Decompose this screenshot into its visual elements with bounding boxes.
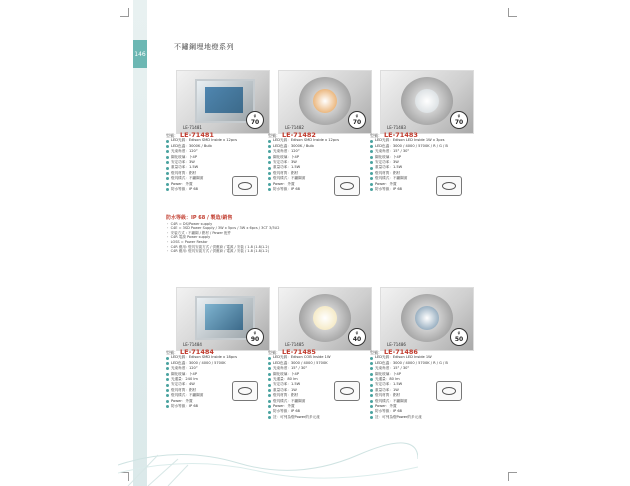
spec-text: Power：外置 xyxy=(375,404,397,409)
cutout-size-badge xyxy=(450,111,468,129)
spec-text: 燈具材質：鋁材 xyxy=(171,387,197,392)
notes-lines xyxy=(166,222,366,254)
image-model-label: LE-71481 xyxy=(183,125,202,130)
bullet-icon xyxy=(370,357,373,360)
spec-text: 註：可列為燈Power的多元產 xyxy=(273,414,320,419)
badge-symbol: φ xyxy=(457,330,461,335)
crop-mark xyxy=(120,8,129,17)
bullet-icon xyxy=(166,405,169,408)
image-model-label: LE-71482 xyxy=(285,125,304,130)
spec-text: 光束角度：15° / 30° xyxy=(375,149,410,154)
spec-text: LED光源：Edison SMD Inside x 18pcs xyxy=(171,355,237,360)
model-prefix: 型號： xyxy=(166,350,178,355)
bullet-icon xyxy=(370,150,373,153)
bullet-icon xyxy=(166,400,169,403)
bullet-icon xyxy=(370,140,373,143)
bullet-icon xyxy=(166,167,169,170)
spec-text: LED光源：Edison LED Inside 1W x 3pcs xyxy=(375,138,445,143)
spec-text: 光束角度：120° xyxy=(273,149,300,154)
bullet-icon xyxy=(370,156,373,159)
spec-text: 燈具材質：鋁材 xyxy=(375,170,401,175)
bullet-icon xyxy=(370,188,373,191)
spec-line xyxy=(166,404,262,409)
left-color-strip xyxy=(133,0,147,486)
spec-text: 防水等級：IP 68 xyxy=(171,187,198,192)
spec-text: 光通量：240 lm xyxy=(171,377,198,382)
bullet-icon xyxy=(268,384,271,387)
dimension-diagram-icon xyxy=(436,176,462,196)
spec-text: LED光源：Edison SMD Inside x 12pcs xyxy=(273,138,339,143)
note-line: ・ C4R 電源 Power supply xyxy=(166,235,211,240)
product-image xyxy=(380,287,474,351)
spec-text: 重量功率：1.5W xyxy=(273,165,301,170)
note-line: ・ 安裝方式 : 不鏽鋼 / 鋁材 / Power 配件 xyxy=(166,230,232,235)
spec-text: LED光源：Edison SMD Inside x 12pcs xyxy=(171,138,237,143)
crop-mark xyxy=(508,472,517,481)
product-image xyxy=(278,70,372,134)
bullet-icon xyxy=(268,167,271,170)
product-image xyxy=(176,70,270,134)
bullet-icon xyxy=(268,378,271,381)
cutout-size-badge xyxy=(246,328,264,346)
product-image xyxy=(176,287,270,351)
bullet-icon xyxy=(166,156,169,159)
spec-text: 重量功率：1.5W xyxy=(375,165,403,170)
spec-text: LED色溫：3000 / 4000 / 5700K / R / G / B xyxy=(375,360,448,365)
bullet-icon xyxy=(268,145,271,148)
bullet-icon xyxy=(370,389,373,392)
spec-text: Power：外置 xyxy=(171,181,193,186)
bullet-icon xyxy=(370,145,373,148)
page-title: 不鏽鋼埋地燈系列 xyxy=(174,43,234,51)
model-prefix: 型號： xyxy=(166,133,178,138)
spec-text: 燈具樣式：不鏽鋼面 xyxy=(273,398,306,403)
bullet-icon xyxy=(370,400,373,403)
lens-icon xyxy=(313,306,337,330)
note-line: ・ C4R 應用: 燈具安裝方式 / 供應商 / 電源 / 安裝 / 1.8 (1.8/1.2) xyxy=(166,244,269,249)
bullet-icon xyxy=(268,188,271,191)
spec-text: 防水等級：IP 68 xyxy=(273,409,300,414)
bullet-icon xyxy=(166,188,169,191)
bullet-icon xyxy=(166,384,169,387)
spec-text: 安定功率：3W xyxy=(375,160,399,165)
bullet-icon xyxy=(166,140,169,143)
cutout-size-badge xyxy=(246,111,264,129)
spec-text: 燈具材質：鋁材 xyxy=(273,393,299,398)
bullet-icon xyxy=(166,389,169,392)
bullet-icon xyxy=(166,373,169,376)
round-fixture-icon xyxy=(299,77,351,125)
bullet-icon xyxy=(268,156,271,159)
lens-icon xyxy=(313,89,337,113)
dimension-diagram-icon xyxy=(232,381,258,401)
spec-text: LED光源：Edison COB Inside 1W xyxy=(273,355,331,360)
bullet-icon xyxy=(370,362,373,365)
bullet-icon xyxy=(268,183,271,186)
bullet-icon xyxy=(370,367,373,370)
bullet-icon xyxy=(268,357,271,360)
badge-symbol: φ xyxy=(253,330,257,335)
cutout-size-badge xyxy=(450,328,468,346)
spec-text: 安定功率：3W xyxy=(171,160,195,165)
bullet-icon xyxy=(370,394,373,397)
badge-symbol: φ xyxy=(253,113,257,118)
product-image xyxy=(278,287,372,351)
bullet-icon xyxy=(268,172,271,175)
note-line: ・ C4E = 3SD Power Supply / 3W x 5pcs / 3W x 6pcs / 3CT 3/3U2 xyxy=(166,226,280,231)
bullet-icon xyxy=(370,373,373,376)
spec-text: LED色溫：3000 / 4000 / 5700K xyxy=(273,360,328,365)
bullet-icon xyxy=(166,362,169,365)
bullet-icon xyxy=(268,367,271,370)
bullet-icon xyxy=(268,394,271,397)
model-number: LE-71485 xyxy=(282,348,316,356)
lens-icon xyxy=(205,304,243,330)
bullet-icon xyxy=(268,405,271,408)
spec-text: 防水等級：IP 68 xyxy=(375,187,402,192)
bullet-icon xyxy=(166,172,169,175)
spec-text: 燈具樣式：不鏽鋼面 xyxy=(375,398,408,403)
spec-text: 燈具材質：鋁材 xyxy=(273,170,299,175)
spec-text: 防水等級：IP 68 xyxy=(171,404,198,409)
badge-value: 70 xyxy=(454,119,464,126)
spec-text: Power：外置 xyxy=(375,181,397,186)
spec-text: 燈具材質：鋁材 xyxy=(171,170,197,175)
spec-text: Power：外置 xyxy=(171,398,193,403)
lens-icon xyxy=(205,87,243,113)
spec-text: LED色溫：3000K / Bulb xyxy=(171,143,212,148)
dimension-diagram-icon xyxy=(334,381,360,401)
bullet-icon xyxy=(370,405,373,408)
image-model-label: LE-71485 xyxy=(285,342,304,347)
image-model-label: LE-71486 xyxy=(387,342,406,347)
badge-symbol: φ xyxy=(355,330,359,335)
bullet-icon xyxy=(166,145,169,148)
spec-text: 重量功率：1W xyxy=(273,387,297,392)
bullet-icon xyxy=(370,177,373,180)
cutout-size-badge xyxy=(348,328,366,346)
bullet-icon xyxy=(166,367,169,370)
bullet-icon xyxy=(268,400,271,403)
spec-text: Power：外置 xyxy=(273,181,295,186)
crop-mark xyxy=(508,8,517,17)
spec-text: 重量功率：1.5W xyxy=(171,165,199,170)
bullet-icon xyxy=(268,150,271,153)
dimension-diagram-icon xyxy=(334,176,360,196)
round-fixture-icon xyxy=(401,77,453,125)
dimension-diagram-icon xyxy=(232,176,258,196)
spec-text: LED色溫：3000K / Bulb xyxy=(273,143,314,148)
spec-text: 安定功率：4W xyxy=(171,382,195,387)
bullet-icon xyxy=(268,177,271,180)
model-prefix: 型號： xyxy=(268,133,280,138)
badge-value: 70 xyxy=(352,119,362,126)
spec-text: 燈具樣式：不鏽鋼面 xyxy=(375,176,408,181)
spec-text: 燈具樣式：不鏽鋼面 xyxy=(171,176,204,181)
bullet-icon xyxy=(166,357,169,360)
spec-text: 防水等級：IP 68 xyxy=(273,187,300,192)
badge-value: 50 xyxy=(454,336,464,343)
image-model-label: LE-71483 xyxy=(387,125,406,130)
bullet-icon xyxy=(166,378,169,381)
spec-text: 安定功率：3W xyxy=(273,160,297,165)
bullet-icon xyxy=(370,416,373,419)
cutout-size-badge xyxy=(348,111,366,129)
lens-icon xyxy=(415,306,439,330)
badge-value: 40 xyxy=(352,336,362,343)
spec-line xyxy=(268,415,364,420)
spec-text: 安定功率：1.5W xyxy=(273,382,301,387)
model-number: LE-71483 xyxy=(384,131,418,139)
bullet-icon xyxy=(370,378,373,381)
spec-text: 鋼化玻璃：卜4P xyxy=(375,371,402,376)
spec-text: 光束角度：120° xyxy=(171,366,198,371)
spec-text: 鋼化玻璃：卜4P xyxy=(171,154,198,159)
model-prefix: 型號： xyxy=(268,350,280,355)
image-model-label: LE-71484 xyxy=(183,342,202,347)
spec-text: 防水等級：IP 68 xyxy=(375,409,402,414)
note-line: ・ C4R = DS/Power supply xyxy=(166,221,213,226)
spec-text: 光通量：80 lm xyxy=(273,377,298,382)
bullet-icon xyxy=(370,183,373,186)
spec-text: 燈具樣式：不鏽鋼面 xyxy=(273,176,306,181)
model-number: LE-71484 xyxy=(180,348,214,356)
bullet-icon xyxy=(268,373,271,376)
spec-text: 鋼化玻璃：卜4P xyxy=(171,371,198,376)
spec-text: 註：可列為燈Power的多元產 xyxy=(375,414,422,419)
bullet-icon xyxy=(370,411,373,414)
bullet-icon xyxy=(268,362,271,365)
bullet-icon xyxy=(370,161,373,164)
bullet-icon xyxy=(268,411,271,414)
bullet-icon xyxy=(166,177,169,180)
bullet-icon xyxy=(370,384,373,387)
notes-title: 防水等級：IP 68 / 製造/銷售 xyxy=(166,215,233,221)
spec-text: 燈具材質：鋁材 xyxy=(375,393,401,398)
badge-symbol: φ xyxy=(457,113,461,118)
bullet-icon xyxy=(370,172,373,175)
model-number: LE-71482 xyxy=(282,131,316,139)
model-prefix: 型號： xyxy=(370,350,382,355)
bullet-icon xyxy=(166,394,169,397)
spec-text: 鋼化玻璃：卜4P xyxy=(273,154,300,159)
bullet-icon xyxy=(268,140,271,143)
bullet-icon xyxy=(370,167,373,170)
round-fixture-icon xyxy=(401,294,453,342)
model-prefix: 型號： xyxy=(370,133,382,138)
bullet-icon xyxy=(268,161,271,164)
spec-text: 光通量：80 lm xyxy=(375,377,400,382)
spec-text: 鋼化玻璃：卜4P xyxy=(273,371,300,376)
spec-text: LED色溫：3000 / 4000 / 5700K / R / G / B xyxy=(375,143,448,148)
bullet-icon xyxy=(166,150,169,153)
spec-text: 安定功率：1.5W xyxy=(375,382,403,387)
notes-block xyxy=(166,216,366,254)
spec-text: 鋼化玻璃：卜4P xyxy=(375,154,402,159)
spec-line xyxy=(370,415,466,420)
bullet-icon xyxy=(268,389,271,392)
dimension-diagram-icon xyxy=(436,381,462,401)
note-line: ・ LOSS = Power Restor xyxy=(166,239,208,244)
spec-text: 重量功率：1W xyxy=(375,387,399,392)
lens-icon xyxy=(415,89,439,113)
spec-text: 光束角度：15° / 30° xyxy=(273,366,308,371)
spec-text: 光束角度：15° / 30° xyxy=(375,366,410,371)
badge-value: 70 xyxy=(250,119,260,126)
model-number: LE-71486 xyxy=(384,348,418,356)
bullet-icon xyxy=(166,161,169,164)
spec-text: LED光源：Edison LED Inside 1W xyxy=(375,355,432,360)
note-line: ・ C4R 應用: 燈具安裝方式 / 供應商 / 電源 / 安裝 / 1.8 (1.8/1.2) xyxy=(166,249,269,254)
model-number: LE-71481 xyxy=(180,131,214,139)
spec-text: 光束角度：120° xyxy=(171,149,198,154)
badge-value: 90 xyxy=(250,336,260,343)
badge-symbol: φ xyxy=(355,113,359,118)
product-image xyxy=(380,70,474,134)
bottom-decoration xyxy=(118,425,418,486)
spec-text: 燈具樣式：不鏽鋼面 xyxy=(171,393,204,398)
spec-text: LED色溫：3000 / 4000 / 5700K xyxy=(171,360,226,365)
spec-text: Power：外置 xyxy=(273,404,295,409)
page-number: 146 xyxy=(133,40,147,68)
round-fixture-icon xyxy=(299,294,351,342)
bullet-icon xyxy=(268,416,271,419)
bullet-icon xyxy=(166,183,169,186)
